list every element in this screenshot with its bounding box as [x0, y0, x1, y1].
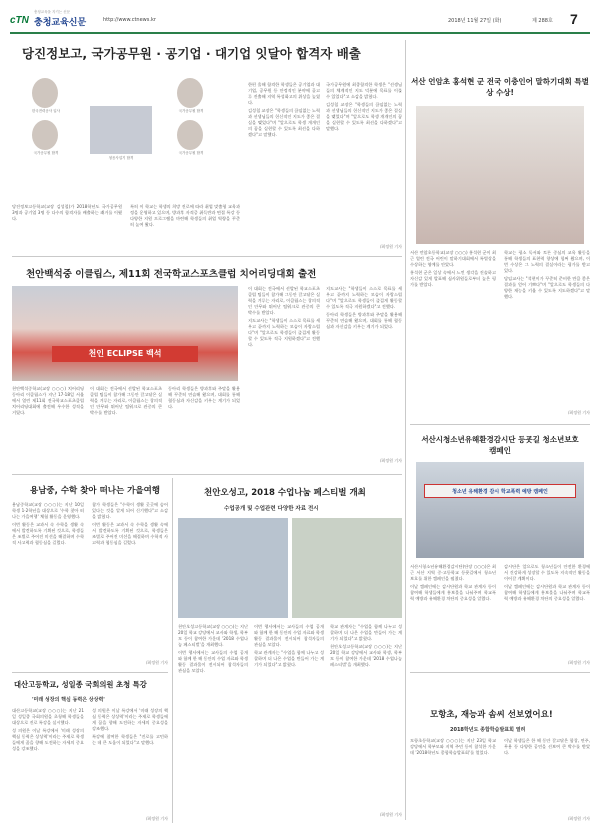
paragraph: 지도교사는 "학생들이 스스로 목표를 세우고 끝까지 노력하는 모습이 자랑스럽다"며 "앞으로도 학생들이 즐겁게 활동할 수 있도록 적극 지원하겠다"고 전했다. [248, 317, 320, 347]
page-number: 7 [570, 11, 578, 27]
column-divider [172, 478, 173, 823]
article-body [12, 708, 84, 818]
paragraph: 이날 캠페인에는 감시단원과 학교 관계자 등이 참여해 학생들에게 홍보물을 나눠주며 학교폭력 예방과 유해환경 차단의 중요성을 알렸다. [410, 583, 496, 601]
paragraph: 특히 이 학교는 학생의 희망 진로에 따라 취업 맞춤형 교육과정을 운영하고 있으며, 방과후 자격증 취득반과 면접 특강 등 다양한 지원 프로그램을 마련해 학생들의 취업 역량을 꾸준히 높여 왔다. [130, 204, 240, 227]
paragraph: 당진정보고등학교(교장 김성철)가 2018학년도 국가공무원 3명과 공기업 3명 등 다수의 합격자를 배출하는 쾌거를 이뤘다. [12, 204, 122, 221]
article-body [178, 624, 248, 814]
paragraph: 지도교사는 "학생들이 스스로 목표를 세우고 끝까지 노력하는 모습이 자랑스럽다"며 "앞으로도 학생들이 즐겁게 활동할 수 있도록 적극 지원하겠다"고 전했다. [326, 286, 402, 309]
festival-photo [292, 518, 402, 618]
article-daesan [12, 676, 168, 826]
paragraph: 이 대회는 전국에서 선발된 학교스포츠클럽 팀들이 참가해 그동안 갈고닦은 실력을 겨루는 자리로, 이클립스는 창의적인 안무와 뛰어난 팀워크로 관중의 큰 박수를 받았다. [248, 286, 320, 315]
article-title[interactable]: 서산시청소년유해환경감시단 등굣길 청소년보호 캠페인 [421, 435, 579, 455]
section-divider [410, 424, 590, 425]
section-divider [12, 474, 402, 475]
paragraph: 용남중학교(교장 ○○○)는 지난 10일 학생 1·2학년을 대상으로 '수학 찾아 떠나는 가을여행' 체험 활동을 운영했다. [12, 502, 84, 519]
article-body [12, 502, 84, 662]
article-body [248, 82, 320, 252]
article-body [168, 386, 240, 468]
photo-group [12, 76, 242, 204]
paragraph: 대산고등학교(교장 ○○○)는 지난 21일 성일종 국회의원을 초청해 학생들을 대상으로 진로 특강을 실시했다. [12, 708, 84, 725]
article-body [410, 738, 496, 818]
article-body [90, 386, 162, 468]
article-body [504, 250, 590, 410]
byline: /최정원 기자 [380, 458, 402, 463]
photo-caption: 청음사업기 합격 [108, 156, 134, 160]
article-subtitle: '미래 성장의 핵심 동력은 상상력' [32, 697, 105, 703]
article-subtitle: 수업공개 및 수업관련 다양한 자료 전시 [224, 506, 319, 512]
byline: /최정원 기자 [380, 244, 402, 249]
paragraph: 이번 활동은 교과서 속 수학을 생활 속에서 발견하도록 기획된 것으로, 학생들은 조별로 주어진 미션을 해결하며 수학적 사고력과 협동심을 길렀다. [12, 521, 84, 545]
article-body [504, 738, 590, 808]
article-body [12, 386, 84, 468]
paragraph: 학교 관계자는 "수업을 함께 나누고 성찰하며 더 나은 수업을 만들어 가는 계기가 되었다"고 밝혔다. [254, 649, 324, 667]
article-title[interactable]: 대산고등학교, 성일종 국회의원 초청 특강 [14, 680, 147, 689]
paragraph: 이날 캠페인에는 감시단원과 학교 관계자 등이 참여해 학생들에게 홍보물을 나눠주며 학교폭력 예방과 유해환경 차단의 중요성을 알렸다. [504, 583, 590, 601]
article-body [12, 204, 122, 252]
article-title[interactable]: 당진정보고, 국가공무원 · 공기업 · 대기업 잇달아 합격자 배출 [22, 46, 361, 61]
award-photo [416, 106, 584, 244]
article-mohang [410, 676, 590, 826]
paragraph: 참가 학생들은 "수학이 생활 곳곳에 숨어 있다는 것을 알게 되어 신기했다"고 소감을 밝혔다. [92, 502, 168, 519]
paragraph: 국가공무원에 최종합격한 학생은 "선생님들의 체계적인 지도 덕분에 목표를 이룰 수 있었다"고 소감을 밝혔다. [326, 82, 402, 99]
team-banner: 천인 ECLIPSE 백석 [52, 346, 198, 362]
site-url[interactable]: http://www.ctnews.kr [103, 17, 156, 23]
student-photo [177, 120, 203, 150]
article-body [248, 286, 320, 466]
article-body [504, 564, 590, 658]
photo-caption: 한국전력공사 입사 [31, 109, 61, 113]
article-body [410, 250, 496, 415]
byline: /최정원 기자 [568, 816, 590, 821]
article-subtitle: 2018학년도 종합학습발표회 열려 [450, 727, 526, 733]
logo-name: 충청교육신문 [34, 18, 87, 28]
article-title[interactable]: 천안오성고, 2018 수업나눔 페스티벌 개최 [204, 488, 366, 498]
article-body [130, 204, 240, 252]
article-body [330, 624, 402, 804]
byline: /최정원 기자 [146, 660, 168, 665]
paragraph: 김성철 교장은 "학생들의 끊임없는 노력과 선생님들의 헌신적인 지도가 좋은 결실을 맺었다"며 "앞으로도 학생 개개인의 꿈을 실현할 수 있도록 최선을 다하겠다"고 말했다. [248, 107, 320, 137]
paragraph: 천안오성고등학교(교장 ○○○)는 지난 20일 학교 강당에서 교사와 학생, 학부모 등이 참여한 가운데 '2018 수업나눔 페스티벌'을 개최했다. [330, 643, 402, 667]
paragraph: 특강에 참여한 학생들은 "진로를 고민하는 데 큰 도움이 되었다"고 말했다. [92, 733, 168, 745]
article-yongnam [12, 478, 168, 670]
paragraph: 이 대회는 전국에서 선발된 학교스포츠클럽 팀들이 참가해 그동안 갈고닦은 실력을 겨루는 자리로, 이클립스는 창의적인 안무와 뛰어난 팀워크로 관중의 큰 박수를 받았다. [90, 386, 162, 415]
paragraph: 학교는 평소 독서와 토론 중심의 교육 활동을 통해 학생들의 표현력 향상에 힘써 왔으며, 이번 수상은 그 노력의 결실이라는 평가를 받고 있다. [504, 250, 590, 273]
article-body [254, 624, 324, 814]
paragraph: 천안백석중학교(교장 ○○○) 치어리딩 동아리 이클립스가 지난 17·18일 서울에서 열린 제11회 전국학교스포츠클럽 치어리딩대회에 출전해 우수한 성적을 거뒀다. [12, 386, 84, 415]
campaign-photo [416, 462, 584, 558]
paragraph: 감시단은 앞으로도 청소년들이 안전한 환경에서 건강하게 성장할 수 있도록 지속적인 활동을 이어갈 계획이다. [504, 564, 590, 581]
paragraph: 성 의원은 이날 특강에서 '미래 성장의 핵심 동력은 상상력'이라는 주제로 학생들에게 꿈을 향해 도전하는 자세의 중요성을 강조했다. [12, 727, 84, 751]
article-title[interactable]: 천안백석중 이클립스, 제11회 전국학교스포츠클럽 치어리딩대회 출전 [26, 269, 317, 280]
paragraph: 학교 관계자는 "수업을 함께 나누고 성찰하며 더 나은 수업을 만들어 가는 계기가 되었다"고 밝혔다. [330, 624, 402, 641]
article-title[interactable]: 서산 언암초 홍석현 군 전국 이충인어 말하기대회 특별상 수상! [411, 77, 589, 97]
paragraph: 동아리 학생들은 방과후와 주말을 활용해 꾸준히 연습해 왔으며, 대회를 통해 협동심과 자신감을 키우는 계기가 되었다. [168, 386, 240, 409]
issue-number: 제 288호 [532, 18, 553, 24]
paragraph: 이번 활동은 교과서 속 수학을 생활 속에서 발견하도록 기획된 것으로, 학생들은 조별로 주어진 미션을 해결하며 수학적 사고력과 협동심을 길렀다. [92, 521, 168, 545]
cheerleading-photo [12, 286, 238, 381]
article-ohseong [178, 478, 402, 826]
logo-mark: cTN [10, 15, 29, 26]
paragraph: 이날 학생들은 한 해 동안 갈고닦은 합창, 연주, 무용 등 다양한 공연을 선보여 큰 박수를 받았다. [504, 738, 590, 755]
paragraph: 서산 언암초등학교(교장 ○○○) 홍석현 군이 최근 열린 전국 어린이 말하기대회에서 특별상을 수상하는 영예를 안았다. [410, 250, 496, 267]
article-baekseok [12, 260, 402, 470]
article-eonam [410, 36, 590, 421]
paragraph: 모항초등학교(교장 ○○○)는 지난 23일 학교 강당에서 학부모와 지역 주민 등이 참석한 가운데 '2018학년도 종합학습발표회'를 열었다. [410, 738, 496, 755]
festival-photo [178, 518, 288, 618]
photo-caption: 국가공무원 합격 [178, 151, 204, 155]
paragraph: 홍석현 군은 일상 속에서 느낀 생각을 진솔하고 자신감 있게 발표해 심사위원들로부터 높은 평가를 받았다. [410, 269, 496, 287]
byline: /최정원 기자 [380, 812, 402, 817]
paragraph: 이번 행사에서는 교사들의 수업 공개와 함께 한 해 동안의 수업 자료와 학생 활동 결과물이 전시되어 참석자들의 관심을 모았다. [254, 624, 324, 647]
article-body [92, 502, 168, 652]
campaign-banner: 청소년 유해환경 감시 학교폭력 예방 캠페인 [424, 484, 576, 498]
photo-caption: 국가공무원 합격 [33, 151, 59, 155]
section-divider [12, 256, 402, 257]
article-title[interactable]: 용남중, 수학 찾아 떠나는 가을여행 [30, 486, 161, 496]
student-photo [177, 78, 203, 108]
article-body [326, 82, 402, 242]
article-dangjin [12, 36, 402, 254]
paragraph: 성 의원은 이날 특강에서 '미래 성장의 핵심 동력은 상상력'이라는 주제로 학생들에게 꿈을 향해 도전하는 자세의 중요성을 강조했다. [92, 708, 168, 731]
section-divider [410, 672, 590, 673]
column-divider [405, 40, 406, 820]
student-photo [32, 78, 58, 108]
paragraph: 담임교사는 "석현이가 꾸준히 준비한 만큼 좋은 결과를 얻어 기쁘다"며 "앞으로도 학생들의 다양한 재능을 키울 수 있도록 지도하겠다"고 말했다. [504, 275, 590, 299]
paragraph: 이번 행사에서는 교사들의 수업 공개와 함께 한 해 동안의 수업 자료와 학생 활동 결과물이 전시되어 참석자들의 관심을 모았다. [178, 649, 248, 673]
paragraph: 한편 올해 합격한 학생들은 공기업과 대기업, 공무원 등 안정적인 분야에 골고루 진출해 지역 특성화고의 위상을 높였다. [248, 82, 320, 105]
logo-small-text: 충청교육을 지키는 신문 [34, 10, 71, 14]
paragraph: 천안오성고등학교(교장 ○○○)는 지난 20일 학교 강당에서 교사와 학생, 학부모 등이 참여한 가운데 '2018 수업나눔 페스티벌'을 개최했다. [178, 624, 248, 647]
page-header [10, 8, 590, 30]
section-divider [12, 672, 168, 673]
paragraph: 김성철 교장은 "학생들의 끊임없는 노력과 선생님들의 헌신적인 지도가 좋은 결실을 맺었다"며 "앞으로도 학생 개개인의 꿈을 실현할 수 있도록 최선을 다하겠다"고 말했다. [326, 101, 402, 131]
student-photo [32, 120, 58, 150]
masthead-logo[interactable] [10, 10, 100, 28]
byline: /최정원 기자 [568, 410, 590, 415]
header-rule [10, 32, 590, 34]
byline: /최정원 기자 [568, 660, 590, 665]
article-body [92, 708, 168, 808]
byline: /최정원 기자 [146, 816, 168, 821]
article-body [410, 564, 496, 664]
photo-caption: 국가공무원 합격 [178, 109, 204, 113]
paragraph: 서산시청소년유해환경감시단(단장 ○○○)은 최근 서산 지역 중·고등학교 등굣길에서 청소년 보호를 위한 캠페인을 펼쳤다. [410, 564, 496, 581]
article-body [326, 286, 402, 456]
article-seosan-youth [410, 428, 590, 668]
issue-date: 2018년 11월 27일 (화) [448, 18, 502, 24]
group-photo [90, 106, 152, 154]
article-title[interactable]: 모항초, 재능과 솜씨 선보였어요! [430, 710, 553, 720]
paragraph: 동아리 학생들은 방과후와 주말을 활용해 꾸준히 연습해 왔으며, 대회를 통해 협동심과 자신감을 키우는 계기가 되었다. [326, 311, 402, 329]
